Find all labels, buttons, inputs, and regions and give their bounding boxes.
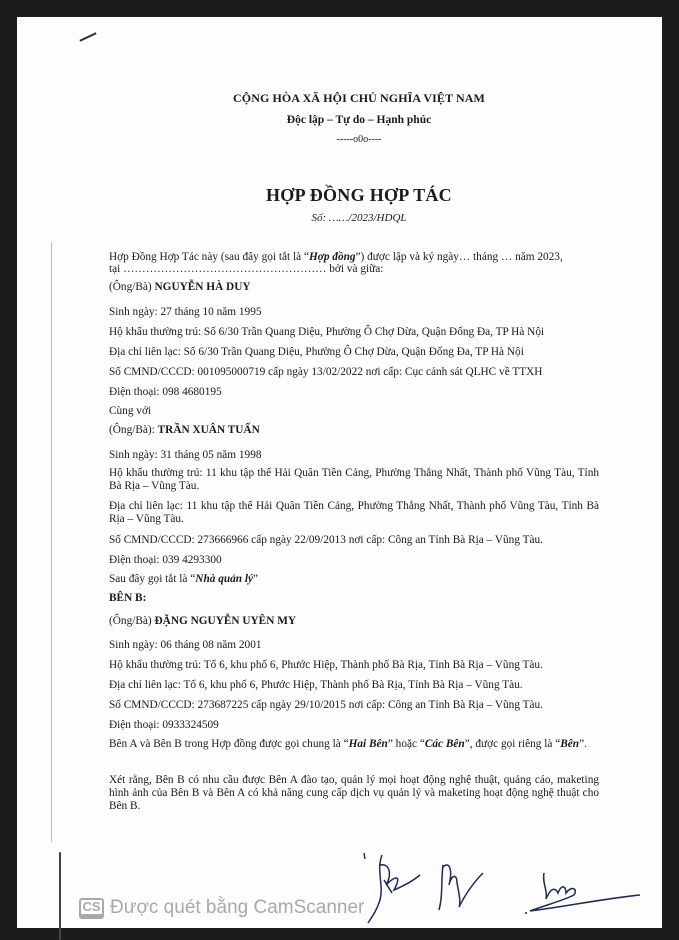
- camscanner-watermark: [79, 897, 364, 919]
- signature-2: [435, 855, 505, 915]
- margin-bracket: [59, 852, 61, 940]
- signature-1: [362, 845, 437, 925]
- party-a1-contact-address: Địa chỉ liên lạc: Số 6/30 Trần Quang Diệu, Phường Ô Chợ Dừa, Quận Đống Đa, TP Hà Nội: [109, 346, 524, 358]
- term-hai-ben: Hai Bên: [348, 738, 388, 750]
- parties-definition: [109, 738, 599, 751]
- party-a1-birth: Sinh ngày: 27 tháng 10 năm 1995: [109, 306, 262, 318]
- party-a2-id: Số CMND/CCCD: 273666966 cấp ngày 22/09/2013 nơi cấp: Công an Tỉnh Bà Rịa – Vũng Tàu.: [109, 534, 543, 546]
- term-cac-ben: Các Bên: [424, 738, 465, 750]
- manager-alias: [109, 572, 258, 586]
- party-a2-birth: Sinh ngày: 31 tháng 05 năm 1998: [109, 449, 262, 461]
- header-separator: -----o0o----: [336, 134, 382, 145]
- party-b-id: Số CMND/CCCD: 273687225 cấp ngày 29/10/2015 nơi cấp: Công an Tỉnh Bà Rịa – Vũng Tàu.: [109, 699, 543, 711]
- intro-text: ”) được lập và ký ngày… tháng … năm 2023,: [355, 251, 563, 263]
- camscanner-logo-icon: CS: [79, 898, 104, 919]
- definition-text: ”, được gọi riêng là “: [464, 738, 561, 750]
- margin-line: [51, 242, 52, 842]
- pen-mark: [79, 32, 96, 41]
- party-a2-phone: Điện thoại: 039 4293300: [109, 554, 222, 566]
- name-prefix: (Ông/Bà): [109, 615, 152, 627]
- alias-text: Sau đây gọi tắt là “: [109, 573, 196, 585]
- party-b-heading: BÊN B:: [109, 592, 147, 604]
- party-a1-permanent-address: Hộ khẩu thường trú: Số 6/30 Trần Quang Diệu, Phường Ô Chợ Dừa, Quận Đống Đa, TP Hà Nội: [109, 326, 545, 338]
- party-a2-permanent-address: Hộ khẩu thường trú: 11 khu tập thể Hải Quân Tiền Cảng, Phường Thắng Nhất, Thành phố Vũng Tàu, Tỉnh Bà Rịa – Vũng Tàu.: [109, 467, 599, 492]
- party-a1-id: Số CMND/CCCD: 001095000719 cấp ngày 13/02/2022 nơi cấp: Cục cảnh sát QLHC về TTXH: [109, 366, 543, 378]
- intro-line-2: tại ……………………………………………… bởi và giữa:: [109, 263, 384, 275]
- name-prefix: (Ông/Bà): [109, 281, 152, 293]
- intro-italic-term: Hợp đồng: [308, 251, 356, 263]
- contract-number: Số: ……/2023/HDQL: [311, 212, 407, 224]
- party-b-phone: Điện thoại: 0933324509: [109, 719, 219, 731]
- party-a2-name: TRẦN XUÂN TUẤN: [157, 424, 260, 436]
- name-prefix: (Ông/Bà):: [109, 424, 155, 436]
- term-ben: Bên: [560, 738, 580, 750]
- intro-text: Hợp Đồng Hợp Tác này (sau đây gọi tắt là “: [109, 251, 309, 263]
- alias-term: Nhà quản lý: [195, 573, 254, 585]
- national-motto: Độc lập – Tự do – Hạnh phúc: [286, 114, 432, 126]
- national-title: CỘNG HÒA XÃ HỘI CHỦ NGHĨA VIỆT NAM: [233, 91, 485, 105]
- party-a1-name-line: [109, 280, 251, 294]
- party-a2-name-line: [109, 423, 260, 437]
- definition-text: Bên A và Bên B trong Hợp đồng được gọi chung là “: [109, 738, 349, 750]
- party-b-name-line: [109, 614, 296, 628]
- scanned-document-page: [17, 17, 662, 928]
- signature-3: [522, 865, 642, 920]
- alias-text: ”: [253, 573, 259, 585]
- party-b-contact-address: Địa chỉ liên lạc: Tổ 6, khu phố 6, Phước Hiệp, Thành phố Bà Rịa, Tỉnh Bà Rịa – Vũng Tàu.: [109, 679, 523, 691]
- whereas-clause: Xét rằng, Bên B có nhu cầu được Bên A đào tạo, quản lý mọi hoạt động nghệ thuật, quảng cáo, maketing hình ảnh của Bên B và Bên A có khả năng cung cấp dịch vụ quản lý và maketing hoạt động nghệ thuật cho Bên B.: [109, 774, 599, 812]
- party-b-name: ĐẶNG NGUYỄN UYÊN MY: [154, 615, 297, 627]
- party-b-permanent-address: Hộ khẩu thường trú: Tổ 6, khu phố 6, Phước Hiệp, Thành phố Bà Rịa, Tỉnh Bà Rịa – Vũng Tàu.: [109, 659, 543, 671]
- contract-title: HỢP ĐỒNG HỢP TÁC: [266, 185, 452, 205]
- party-a1-name: NGUYỄN HÀ DUY: [154, 281, 251, 293]
- party-a2-contact-address: Địa chỉ liên lạc: 11 khu tập thể Hải Quân Tiền Cảng, Phường Thắng Nhất, Thành phố Vũng Tàu, Tỉnh Bà Rịa – Vũng Tàu.: [109, 500, 599, 525]
- with-label: Cùng với: [109, 405, 152, 417]
- party-b-birth: Sinh ngày: 06 tháng 08 năm 2001: [109, 639, 262, 651]
- party-a1-phone: Điện thoại: 098 4680195: [109, 386, 222, 398]
- definition-text: ”.: [579, 738, 587, 750]
- watermark-text: Được quét bằng CamScanner: [110, 897, 365, 918]
- definition-text: ” hoặc “: [387, 738, 425, 750]
